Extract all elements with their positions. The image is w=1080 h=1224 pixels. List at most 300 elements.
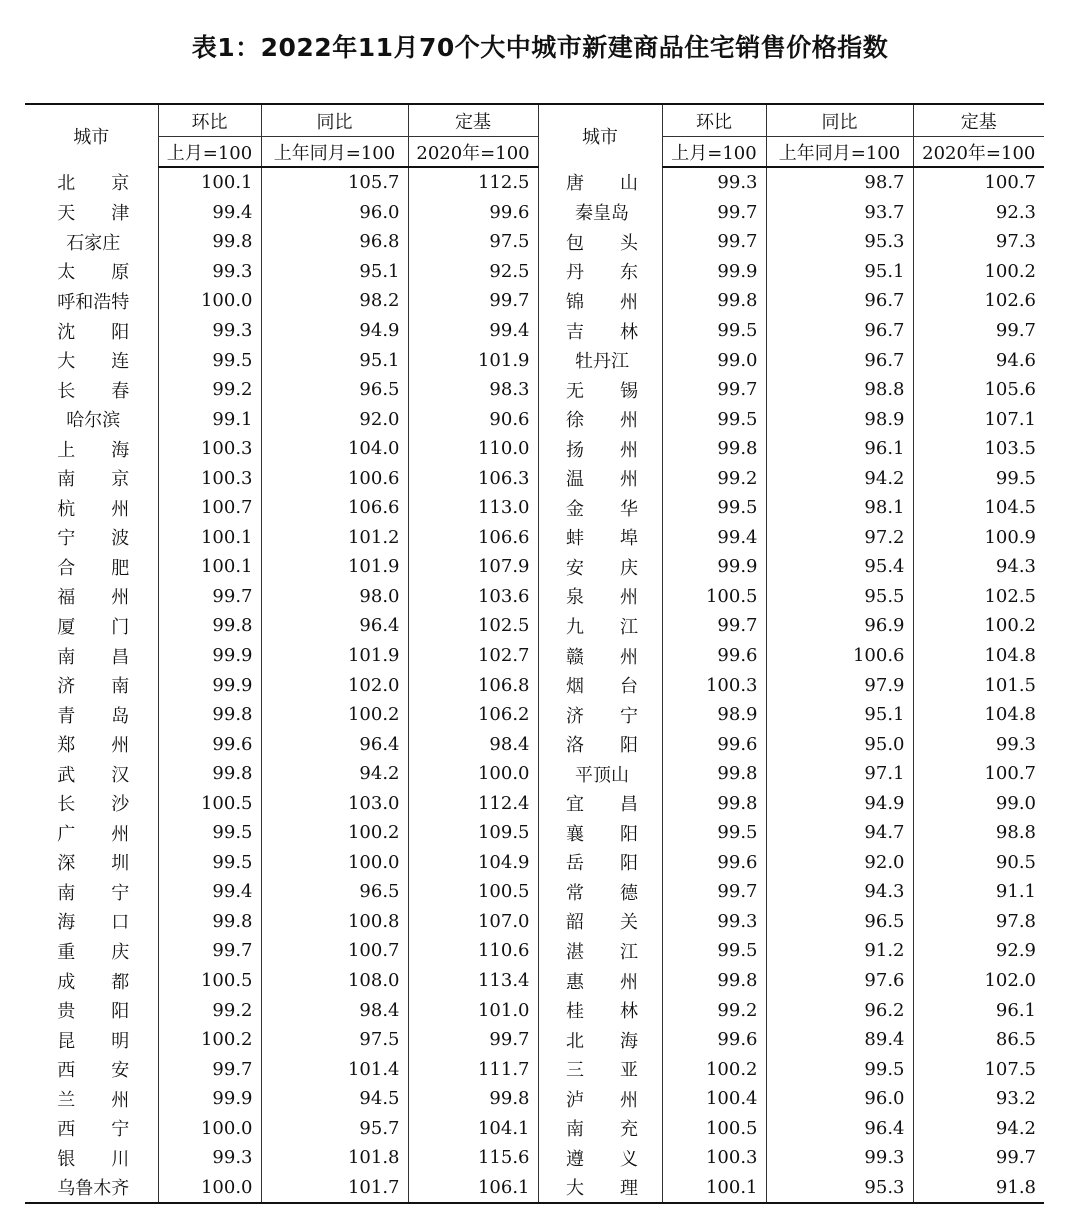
cell-base-left: 97.5	[408, 227, 538, 257]
table-body	[25, 167, 1044, 1203]
cell-mom-left: 99.8	[158, 227, 261, 257]
cell-yoy-right: 97.2	[766, 523, 913, 553]
cell-mom-right: 99.0	[662, 345, 766, 375]
cell-base-right: 94.2	[913, 1114, 1044, 1144]
table-row	[25, 729, 1044, 759]
cell-yoy-left: 95.1	[261, 345, 408, 375]
cell-mom-right: 99.3	[662, 167, 766, 198]
cell-city-right: 湛 江	[538, 936, 662, 966]
subheader-yoy-right: 上年同月=100	[766, 137, 913, 168]
cell-mom-left: 100.5	[158, 788, 261, 818]
cell-base-right: 99.7	[913, 316, 1044, 346]
cell-yoy-right: 95.4	[766, 552, 913, 582]
table-row	[25, 670, 1044, 700]
header-mom-right: 环比	[662, 104, 766, 137]
header-yoy-left: 同比	[261, 104, 408, 137]
cell-city-right: 烟 台	[538, 670, 662, 700]
table-row	[25, 582, 1044, 612]
cell-mom-right: 99.9	[662, 257, 766, 287]
header-mom-left: 环比	[158, 104, 261, 137]
cell-yoy-right: 96.0	[766, 1084, 913, 1114]
cell-base-left: 110.6	[408, 936, 538, 966]
cell-mom-left: 99.4	[158, 198, 261, 228]
subheader-base-right: 2020年=100	[913, 137, 1044, 168]
cell-yoy-left: 95.7	[261, 1114, 408, 1144]
cell-base-right: 104.8	[913, 700, 1044, 730]
cell-city-left: 南 宁	[57, 882, 130, 904]
cell-yoy-right: 97.6	[766, 966, 913, 996]
cell-mom-left: 100.0	[158, 286, 261, 316]
table-row	[25, 1114, 1044, 1144]
cell-base-right: 90.5	[913, 848, 1044, 878]
cell-city-left: 海 口	[57, 912, 130, 934]
cell-city-right: 丹 东	[538, 257, 662, 287]
cell-yoy-left: 94.5	[261, 1084, 408, 1114]
cell-mom-left: 99.8	[158, 907, 261, 937]
cell-base-right: 99.7	[913, 1143, 1044, 1173]
cell-city-left: 兰 州	[57, 1089, 130, 1111]
cell-yoy-right: 95.5	[766, 582, 913, 612]
cell-base-right: 102.6	[913, 286, 1044, 316]
cell-mom-left: 99.7	[158, 936, 261, 966]
cell-city-left: 南 昌	[57, 646, 130, 668]
cell-mom-left: 99.7	[158, 582, 261, 612]
cell-mom-right: 99.7	[662, 198, 766, 228]
cell-mom-left: 100.1	[158, 167, 261, 198]
cell-mom-right: 99.6	[662, 848, 766, 878]
cell-base-right: 94.6	[913, 345, 1044, 375]
cell-yoy-right: 96.5	[766, 907, 913, 937]
cell-base-right: 100.2	[913, 257, 1044, 287]
cell-mom-right: 99.8	[662, 759, 766, 789]
cell-base-left: 98.4	[408, 729, 538, 759]
cell-city-right: 宜 昌	[538, 788, 662, 818]
cell-city-right: 温 州	[538, 463, 662, 493]
cell-mom-left: 99.1	[158, 404, 261, 434]
table-row	[25, 523, 1044, 553]
table-row	[25, 788, 1044, 818]
cell-mom-left: 100.3	[158, 463, 261, 493]
cell-city-left: 成 都	[57, 971, 130, 993]
cell-city-left: 重 庆	[57, 941, 130, 963]
cell-base-right: 97.3	[913, 227, 1044, 257]
cell-yoy-right: 94.9	[766, 788, 913, 818]
cell-base-right: 100.2	[913, 611, 1044, 641]
cell-base-right: 99.0	[913, 788, 1044, 818]
cell-city-right: 牡丹江	[538, 345, 662, 375]
cell-mom-right: 99.8	[662, 788, 766, 818]
cell-yoy-left: 100.6	[261, 463, 408, 493]
cell-yoy-right: 96.4	[766, 1114, 913, 1144]
cell-yoy-right: 98.9	[766, 404, 913, 434]
cell-yoy-left: 98.2	[261, 286, 408, 316]
cell-mom-left: 100.2	[158, 1025, 261, 1055]
cell-yoy-left: 100.8	[261, 907, 408, 937]
cell-base-left: 90.6	[408, 404, 538, 434]
cell-city-right: 吉 林	[538, 316, 662, 346]
cell-city-left: 大 连	[57, 351, 130, 373]
cell-base-left: 106.6	[408, 523, 538, 553]
cell-yoy-right: 94.2	[766, 463, 913, 493]
cell-city-right: 常 德	[538, 877, 662, 907]
table-row	[25, 552, 1044, 582]
cell-base-right: 91.8	[913, 1173, 1044, 1204]
cell-base-left: 104.1	[408, 1114, 538, 1144]
cell-yoy-left: 101.9	[261, 552, 408, 582]
cell-yoy-left: 101.9	[261, 641, 408, 671]
cell-yoy-left: 100.0	[261, 848, 408, 878]
table-row	[25, 936, 1044, 966]
cell-mom-right: 100.2	[662, 1054, 766, 1084]
cell-yoy-left: 100.2	[261, 700, 408, 730]
cell-yoy-right: 97.1	[766, 759, 913, 789]
cell-mom-left: 99.5	[158, 848, 261, 878]
cell-base-left: 113.4	[408, 966, 538, 996]
cell-base-left: 99.8	[408, 1084, 538, 1114]
cell-city-right: 平顶山	[538, 759, 662, 789]
cell-city-left: 宁 波	[57, 528, 130, 550]
price-index-table	[25, 103, 1044, 1204]
table-row	[25, 198, 1044, 228]
cell-mom-left: 99.6	[158, 729, 261, 759]
cell-base-right: 102.5	[913, 582, 1044, 612]
cell-mom-right: 99.2	[662, 463, 766, 493]
cell-mom-right: 99.5	[662, 936, 766, 966]
cell-mom-left: 99.7	[158, 1054, 261, 1084]
table-row	[25, 434, 1044, 464]
cell-mom-right: 99.7	[662, 611, 766, 641]
table-row	[25, 818, 1044, 848]
cell-mom-left: 100.7	[158, 493, 261, 523]
cell-base-left: 104.9	[408, 848, 538, 878]
table-row	[25, 759, 1044, 789]
cell-yoy-right: 92.0	[766, 848, 913, 878]
cell-mom-right: 100.5	[662, 1114, 766, 1144]
cell-city-left: 太 原	[57, 262, 130, 284]
cell-city-right: 惠 州	[538, 966, 662, 996]
cell-city-right: 遵 义	[538, 1143, 662, 1173]
cell-base-left: 106.8	[408, 670, 538, 700]
cell-base-left: 99.7	[408, 1025, 538, 1055]
cell-city-right: 南 充	[538, 1114, 662, 1144]
cell-yoy-right: 98.1	[766, 493, 913, 523]
table-row	[25, 1173, 1044, 1204]
cell-mom-left: 99.8	[158, 759, 261, 789]
header-city-left: 城市	[25, 104, 158, 167]
cell-mom-right: 99.2	[662, 995, 766, 1025]
cell-city-left: 郑 州	[57, 735, 130, 757]
cell-mom-left: 99.2	[158, 375, 261, 405]
cell-yoy-right: 95.3	[766, 227, 913, 257]
cell-city-left: 乌鲁木齐	[25, 1173, 158, 1204]
cell-city-right: 泉 州	[538, 582, 662, 612]
cell-base-left: 99.4	[408, 316, 538, 346]
cell-mom-left: 99.8	[158, 611, 261, 641]
cell-city-left: 西 宁	[57, 1119, 130, 1141]
cell-mom-left: 99.9	[158, 1084, 261, 1114]
cell-base-left: 107.9	[408, 552, 538, 582]
cell-yoy-left: 96.4	[261, 611, 408, 641]
table-row	[25, 227, 1044, 257]
cell-mom-left: 99.8	[158, 700, 261, 730]
cell-base-left: 102.7	[408, 641, 538, 671]
cell-mom-right: 99.7	[662, 227, 766, 257]
cell-mom-right: 99.8	[662, 434, 766, 464]
cell-base-right: 99.5	[913, 463, 1044, 493]
cell-yoy-right: 96.7	[766, 316, 913, 346]
cell-base-right: 107.5	[913, 1054, 1044, 1084]
cell-mom-left: 100.5	[158, 966, 261, 996]
cell-base-left: 92.5	[408, 257, 538, 287]
table-row	[25, 995, 1044, 1025]
cell-mom-right: 100.1	[662, 1173, 766, 1204]
header-yoy-right: 同比	[766, 104, 913, 137]
cell-base-right: 97.8	[913, 907, 1044, 937]
cell-yoy-right: 94.3	[766, 877, 913, 907]
cell-mom-right: 99.8	[662, 286, 766, 316]
cell-base-left: 112.4	[408, 788, 538, 818]
cell-city-right: 岳 阳	[538, 848, 662, 878]
cell-city-left: 石家庄	[66, 232, 121, 254]
table-row	[25, 1084, 1044, 1114]
cell-yoy-left: 96.4	[261, 729, 408, 759]
cell-mom-left: 99.5	[158, 818, 261, 848]
cell-mom-left: 100.0	[158, 1173, 261, 1204]
cell-city-right: 赣 州	[538, 641, 662, 671]
table-row	[25, 493, 1044, 523]
cell-mom-left: 99.2	[158, 995, 261, 1025]
cell-yoy-right: 93.7	[766, 198, 913, 228]
cell-base-right: 92.9	[913, 936, 1044, 966]
cell-base-left: 106.2	[408, 700, 538, 730]
cell-base-left: 103.6	[408, 582, 538, 612]
header-city-right: 城市	[538, 104, 662, 167]
cell-city-left: 广 州	[57, 823, 130, 845]
cell-base-left: 102.5	[408, 611, 538, 641]
cell-mom-right: 99.7	[662, 877, 766, 907]
cell-city-right: 大 理	[538, 1173, 662, 1204]
cell-city-left: 杭 州	[57, 498, 130, 520]
table-row	[25, 1054, 1044, 1084]
table-row	[25, 877, 1044, 907]
table-row	[25, 286, 1044, 316]
cell-mom-left: 100.0	[158, 1114, 261, 1144]
cell-mom-left: 99.9	[158, 641, 261, 671]
cell-base-left: 101.0	[408, 995, 538, 1025]
cell-base-right: 101.5	[913, 670, 1044, 700]
cell-mom-left: 100.1	[158, 552, 261, 582]
cell-mom-right: 99.4	[662, 523, 766, 553]
cell-city-left: 上 海	[57, 439, 130, 461]
cell-base-right: 102.0	[913, 966, 1044, 996]
table-row	[25, 167, 1044, 198]
cell-city-left: 北 京	[57, 173, 130, 195]
cell-yoy-left: 94.9	[261, 316, 408, 346]
header-base-left: 定基	[408, 104, 538, 137]
cell-yoy-right: 95.3	[766, 1173, 913, 1204]
cell-city-left: 呼和浩特	[57, 291, 130, 313]
cell-city-left: 哈尔滨	[66, 410, 121, 432]
cell-city-left: 武 汉	[57, 764, 130, 786]
subheader-mom-left: 上月=100	[158, 137, 261, 168]
cell-yoy-right: 95.1	[766, 700, 913, 730]
cell-yoy-left: 96.5	[261, 877, 408, 907]
cell-city-right: 洛 阳	[538, 729, 662, 759]
cell-mom-left: 99.3	[158, 1143, 261, 1173]
cell-yoy-left: 106.6	[261, 493, 408, 523]
cell-base-left: 110.0	[408, 434, 538, 464]
cell-base-left: 100.0	[408, 759, 538, 789]
cell-mom-left: 99.9	[158, 670, 261, 700]
cell-yoy-left: 100.7	[261, 936, 408, 966]
cell-yoy-left: 105.7	[261, 167, 408, 198]
table-row	[25, 907, 1044, 937]
cell-base-right: 96.1	[913, 995, 1044, 1025]
cell-city-left: 银 川	[57, 1148, 130, 1170]
cell-yoy-left: 104.0	[261, 434, 408, 464]
cell-city-right: 锦 州	[538, 286, 662, 316]
cell-base-right: 98.8	[913, 818, 1044, 848]
cell-base-left: 100.5	[408, 877, 538, 907]
cell-city-right: 徐 州	[538, 404, 662, 434]
cell-yoy-left: 102.0	[261, 670, 408, 700]
cell-yoy-right: 99.5	[766, 1054, 913, 1084]
cell-mom-left: 99.3	[158, 257, 261, 287]
cell-mom-right: 100.4	[662, 1084, 766, 1114]
cell-mom-left: 99.4	[158, 877, 261, 907]
cell-yoy-right: 94.7	[766, 818, 913, 848]
cell-base-left: 111.7	[408, 1054, 538, 1084]
cell-yoy-right: 96.7	[766, 345, 913, 375]
cell-yoy-left: 92.0	[261, 404, 408, 434]
cell-mom-right: 100.3	[662, 670, 766, 700]
cell-base-right: 94.3	[913, 552, 1044, 582]
table-row	[25, 404, 1044, 434]
cell-city-right: 包 头	[538, 227, 662, 257]
cell-yoy-right: 96.7	[766, 286, 913, 316]
table-row	[25, 316, 1044, 346]
cell-city-right: 无 锡	[538, 375, 662, 405]
cell-mom-right: 99.9	[662, 552, 766, 582]
cell-base-left: 106.3	[408, 463, 538, 493]
cell-city-right: 秦皇岛	[538, 198, 662, 228]
cell-city-left: 天 津	[57, 203, 130, 225]
cell-city-right: 唐 山	[538, 167, 662, 198]
table-row	[25, 463, 1044, 493]
cell-yoy-left: 96.5	[261, 375, 408, 405]
cell-mom-right: 100.5	[662, 582, 766, 612]
cell-base-left: 113.0	[408, 493, 538, 523]
cell-yoy-left: 98.0	[261, 582, 408, 612]
cell-mom-right: 99.5	[662, 404, 766, 434]
cell-city-left: 南 京	[57, 469, 130, 491]
cell-yoy-right: 100.6	[766, 641, 913, 671]
cell-base-right: 100.7	[913, 167, 1044, 198]
cell-city-left: 福 州	[57, 587, 130, 609]
cell-base-left: 98.3	[408, 375, 538, 405]
cell-yoy-left: 103.0	[261, 788, 408, 818]
cell-base-left: 99.6	[408, 198, 538, 228]
subheader-yoy-left: 上年同月=100	[261, 137, 408, 168]
cell-city-left: 济 南	[57, 676, 130, 698]
header-base-right: 定基	[913, 104, 1044, 137]
cell-base-left: 107.0	[408, 907, 538, 937]
cell-base-left: 115.6	[408, 1143, 538, 1173]
cell-city-left: 合 肥	[57, 557, 130, 579]
cell-yoy-left: 101.8	[261, 1143, 408, 1173]
cell-yoy-left: 108.0	[261, 966, 408, 996]
cell-yoy-left: 101.2	[261, 523, 408, 553]
cell-mom-right: 99.8	[662, 966, 766, 996]
subheader-mom-right: 上月=100	[662, 137, 766, 168]
cell-base-right: 105.6	[913, 375, 1044, 405]
cell-yoy-right: 98.8	[766, 375, 913, 405]
cell-base-right: 104.8	[913, 641, 1044, 671]
cell-mom-right: 99.5	[662, 818, 766, 848]
cell-base-right: 104.5	[913, 493, 1044, 523]
cell-city-right: 桂 林	[538, 995, 662, 1025]
cell-yoy-left: 96.8	[261, 227, 408, 257]
cell-base-right: 92.3	[913, 198, 1044, 228]
cell-yoy-left: 96.0	[261, 198, 408, 228]
cell-yoy-right: 96.1	[766, 434, 913, 464]
cell-yoy-right: 99.3	[766, 1143, 913, 1173]
cell-city-left: 青 岛	[57, 705, 130, 727]
cell-yoy-right: 91.2	[766, 936, 913, 966]
cell-base-left: 109.5	[408, 818, 538, 848]
cell-base-right: 100.7	[913, 759, 1044, 789]
cell-city-right: 泸 州	[538, 1084, 662, 1114]
cell-base-right: 86.5	[913, 1025, 1044, 1055]
cell-yoy-left: 94.2	[261, 759, 408, 789]
cell-city-left: 长 沙	[57, 794, 130, 816]
cell-mom-left: 99.3	[158, 316, 261, 346]
table-row	[25, 1143, 1044, 1173]
cell-yoy-right: 96.2	[766, 995, 913, 1025]
cell-mom-left: 99.5	[158, 345, 261, 375]
cell-yoy-left: 97.5	[261, 1025, 408, 1055]
cell-yoy-right: 97.9	[766, 670, 913, 700]
cell-city-right: 济 宁	[538, 700, 662, 730]
table-row	[25, 257, 1044, 287]
cell-city-left: 长 春	[57, 380, 130, 402]
cell-yoy-left: 101.4	[261, 1054, 408, 1084]
table-row	[25, 1025, 1044, 1055]
cell-mom-right: 99.6	[662, 729, 766, 759]
cell-base-right: 103.5	[913, 434, 1044, 464]
cell-city-right: 韶 关	[538, 907, 662, 937]
cell-city-left: 贵 阳	[57, 1001, 130, 1023]
cell-yoy-left: 98.4	[261, 995, 408, 1025]
table-title: 表1：2022年11月70个大中城市新建商品住宅销售价格指数	[191, 33, 889, 62]
cell-city-right: 襄 阳	[538, 818, 662, 848]
cell-mom-right: 99.6	[662, 641, 766, 671]
cell-city-left: 沈 阳	[57, 321, 130, 343]
cell-base-right: 93.2	[913, 1084, 1044, 1114]
cell-city-right: 三 亚	[538, 1054, 662, 1084]
cell-city-right: 安 庆	[538, 552, 662, 582]
cell-city-right: 九 江	[538, 611, 662, 641]
cell-mom-right: 99.6	[662, 1025, 766, 1055]
cell-base-left: 99.7	[408, 286, 538, 316]
cell-base-left: 101.9	[408, 345, 538, 375]
cell-city-left: 厦 门	[57, 616, 130, 638]
cell-mom-left: 100.1	[158, 523, 261, 553]
cell-city-right: 金 华	[538, 493, 662, 523]
cell-yoy-left: 95.1	[261, 257, 408, 287]
table-row	[25, 641, 1044, 671]
cell-base-right: 91.1	[913, 877, 1044, 907]
